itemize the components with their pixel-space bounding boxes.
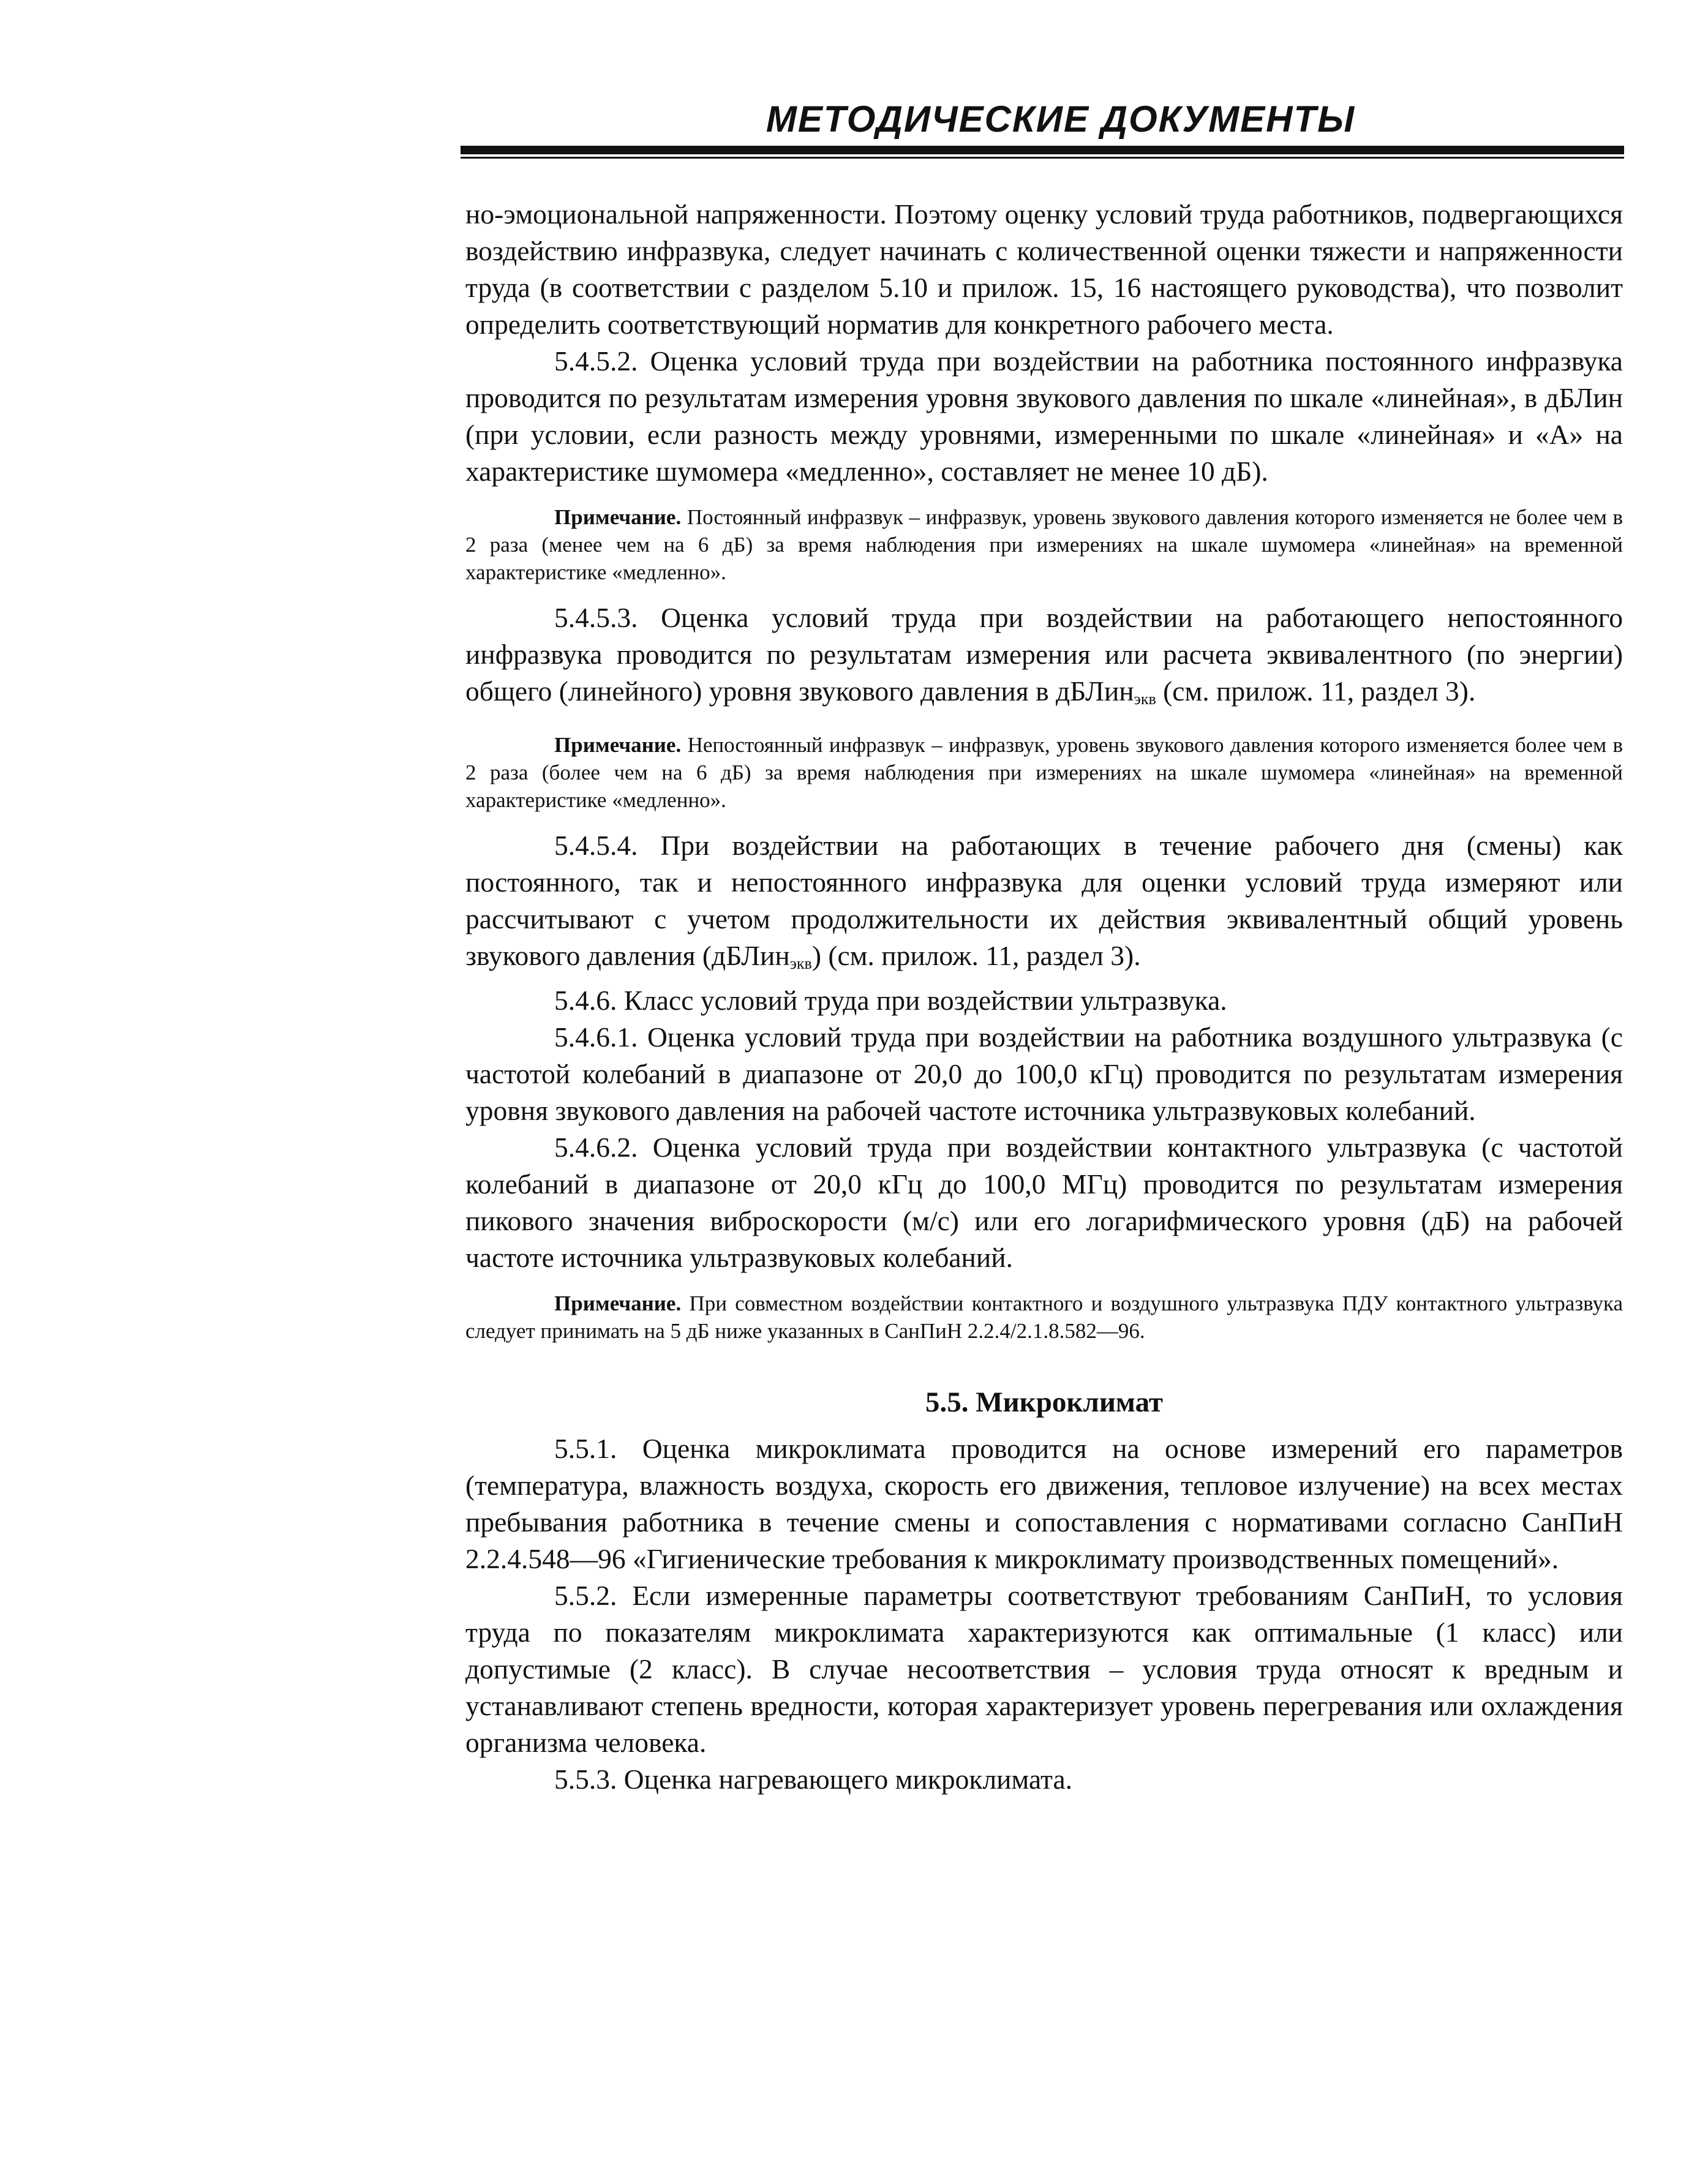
paragraph-5-4-5-2: 5.4.5.2. Оценка условий труда при воздействии на работника постоянного инфразвука проводится по результатам измерения уровня звукового давления по шкале «линейная», в дБЛин (при условии, если разность между уровнями, измеренными по шкале «линейная» и «А» на характеристике шумомера «медленно», составляет не менее 10 дБ). (465, 345, 1623, 487)
section-title-microclimate: 5.5. Микроклимат (925, 1386, 1163, 1418)
paragraph-5-4-6-2: 5.4.6.2. Оценка условий труда при воздействии контактного ультразвука (с частотой колебаний в диапазоне от 20,0 кГц до 100,0 МГц) проводится по результатам измерения пикового значения виброскорости (м/с) или его логарифмического уровня (дБ) на рабочей частоте источника ультразвуковых колебаний. (465, 1132, 1623, 1273)
running-header-title: МЕТОДИЧЕСКИЕ ДОКУМЕНТЫ (766, 99, 1356, 140)
note-ultrasound (465, 1290, 1623, 1345)
note-constant-infrasound (465, 503, 1623, 586)
paragraph-5-5-2: 5.5.2. Если измеренные параметры соответствуют требованиям СанПиН, то условия труда по показателям микроклимата характеризуются как оптимальные (1 класс) или допустимые (2 класс). В случае несоответствия – условия труда относят к вредным и устанавливают степень вредности, которая характеризует уровень перегревания или охлаждения организма человека. (465, 1580, 1623, 1758)
paragraph-text: (см. прилож. 11, раздел 3). (1156, 675, 1476, 707)
note-text: Непостоянный инфразвук – инфразвук, уровень звукового давления которого изменяется более чем в 2 раза (более чем на 6 дБ) за время наблюдения при измерениях на шкале шумомера «линейная» на временной характеристике «медленно». (465, 733, 1623, 812)
subscript-ekv: экв (789, 955, 812, 972)
paragraph-text: ) (см. прилож. 11, раздел 3). (811, 940, 1141, 971)
paragraph-text: 5.4.5.4. При воздействии на работающих в течение рабочего дня (смены) как постоянного, так и непостоянного инфразвука для оценки условий труда измеряют или рассчитывают с учетом продолжительности их действия эквивалентный общий уровень звукового давления (дБЛин (465, 830, 1623, 971)
paragraph-5-5-1: 5.5.1. Оценка микроклимата проводится на основе измерений его параметров (температура, влажность воздуха, скорость его движения, тепловое излучение) на всех местах пребывания работника в течение смены и сопоставления с нормативами согласно СанПиН 2.2.4.548—96 «Гигиенические требования к микроклимату производственных помещений». (465, 1433, 1623, 1574)
subscript-ekv: экв (1134, 690, 1156, 708)
note-label: Примечание. (554, 505, 682, 529)
paragraph-5-4-6: 5.4.6. Класс условий труда при воздействии ультразвука. (554, 985, 1227, 1016)
document-body (465, 196, 1623, 1798)
note-label: Примечание. (554, 1291, 682, 1315)
paragraph-continuation: но-эмоциональной напряженности. Поэтому оценку условий труда работников, подвергающихся воздействию инфразвука, следует начинать с количественной оценки тяжести и напряженности труда (в соответствии с разделом 5.10 и прилож. 15, 16 настоящего руководства), что позволит определить соответствующий норматив для конкретного рабочего места. (465, 198, 1623, 340)
paragraph-5-4-5-3 (465, 599, 1623, 718)
note-variable-infrasound (465, 731, 1623, 814)
paragraph-text: 5.4.5.3. Оценка условий труда при воздействии на работающего непостоянного инфразвука проводится по результатам измерения или расчета эквивалентного (по энергии) общего (линейного) уровня звукового давления в дБЛин (465, 602, 1623, 707)
header-rule-thin (461, 157, 1624, 159)
header-rule-thick (461, 146, 1624, 154)
note-text: Постоянный инфразвук – инфразвук, уровень звукового давления которого изменяется не более чем в 2 раза (менее чем на 6 дБ) за время наблюдения при измерениях на шкале шумомера «линейная» на временной характеристике «медленно». (465, 505, 1623, 584)
paragraph-5-5-3: 5.5.3. Оценка нагревающего микроклимата. (554, 1764, 1073, 1795)
page-header (461, 98, 1624, 159)
paragraph-5-4-6-1: 5.4.6.1. Оценка условий труда при воздействии на работника воздушного ультразвука (с частотой колебаний в диапазоне от 20,0 до 100,0 кГц) проводится по результатам измерения уровня звукового давления на рабочей частоте источника ультразвуковых колебаний. (465, 1021, 1623, 1126)
note-label: Примечание. (554, 733, 682, 757)
paragraph-5-4-5-4 (465, 827, 1623, 982)
note-text: При совместном воздействии контактного и воздушного ультразвука ПДУ контактного ультразвука следует принимать на 5 дБ ниже указанных в СанПиН 2.2.4/2.1.8.582—96. (465, 1291, 1623, 1343)
